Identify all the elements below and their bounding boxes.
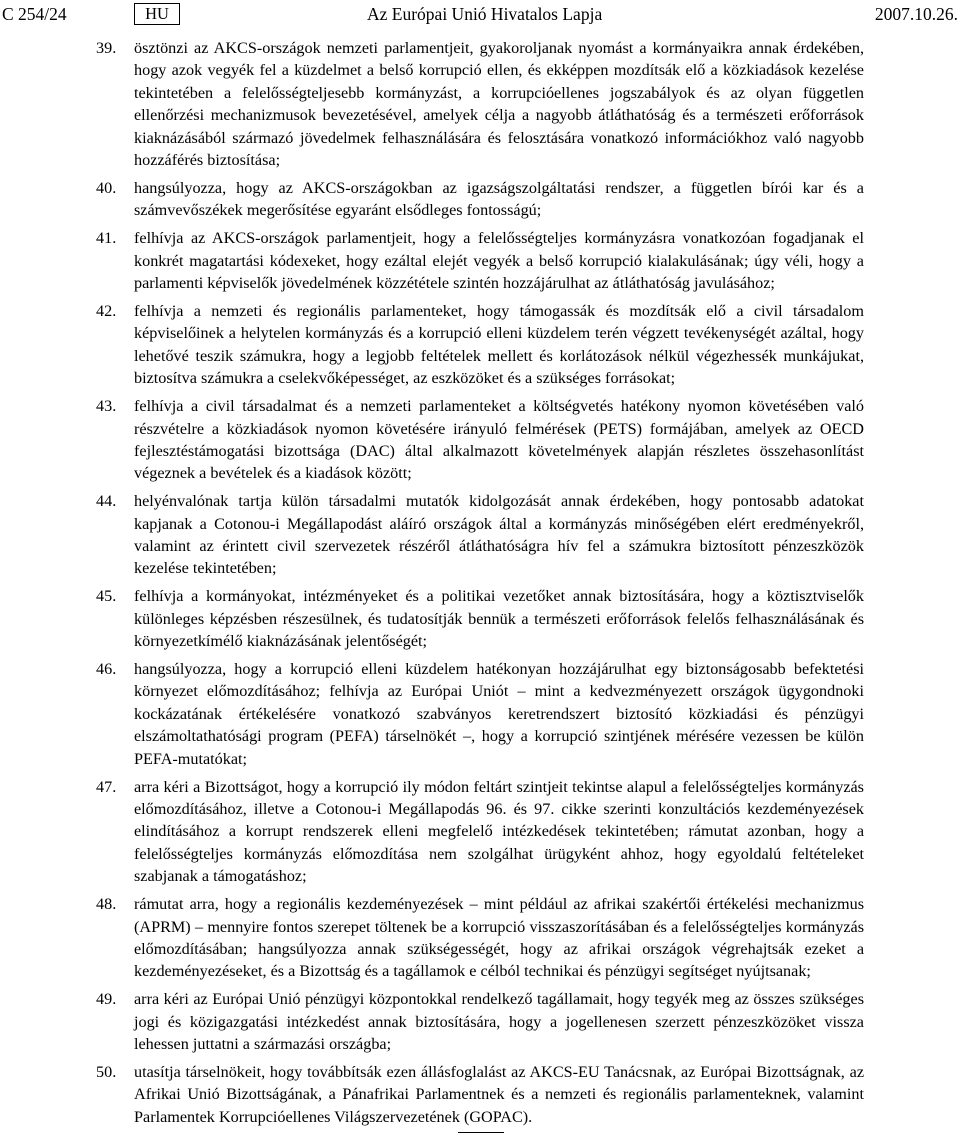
paragraph-number: 46. bbox=[96, 660, 117, 679]
paragraph-text: felhívja a kormányokat, intézményeket és a politikai vezetőket annak biztosítására, hogy a köztisztviselők különleges képzésben részesülnek, és tudatosítják bennük a természeti erőforrások felelős felhasználásának és környezetkímélő kiaknázásának jelentőségét; bbox=[134, 587, 864, 651]
paragraph-number: 44. bbox=[96, 492, 117, 511]
paragraph-number: 43. bbox=[96, 397, 117, 416]
paragraph-48 bbox=[0, 893, 960, 983]
document-reference: C 254/24 bbox=[2, 4, 67, 24]
paragraph-number: 42. bbox=[96, 301, 117, 320]
paragraph-text: arra kéri a Bizottságot, hogy a korrupció ily módon feltárt szintjeit tekintse alapul a felelősségteljes kormányzás előmozdításához, illetve a Cotonou-i Megállapodás 96. és 97. cikke szerinti konzultációs kezdeményezések elindításához a korrupt rendszerek elleni megfelelő intézkedések tekintetében; rámutat azonban, hogy a felelősségteljes kormányzás előmozdítása nem szolgálhat ürügyként ahhoz, hogy egyoldalú feltételeket szabjanak a támogatáshoz; bbox=[134, 777, 864, 886]
paragraph-number: 39. bbox=[96, 39, 117, 57]
paragraph-text: hangsúlyozza, hogy a korrupció elleni küzdelem hatékonyan hozzájárulhat egy biztonságosabb befektetési környezet előmozdításához; felhívja az Európai Uniót – mint a kedvezményezett országok ügygondnoki kockázatának értékelésére vonatkozó szabványos keretrendszert biztosító közkiadási és pénzügyi elszámoltathatósági program (PEFA) társelnökét –, hogy a korrupció szintjének mérésére vezessen be külön PEFA-mutatókat; bbox=[134, 660, 864, 768]
language-code-badge: HU bbox=[134, 3, 180, 25]
paragraph-45 bbox=[0, 585, 960, 652]
paragraph-text: utasítja társelnökeit, hogy továbbítsák ezen állásfoglalást az AKCS-EU Tanácsnak, az Európai Bizottságnak, az Afrikai Unió Bizottságának, a Pánafrikai Parlamentnek és a nemzeti és regionális parlamenteknek, valamint Parlamentek Korrupcióellenes Világszervezetének (GOPAC). bbox=[134, 1062, 864, 1126]
paragraph-49 bbox=[0, 988, 960, 1055]
paragraph-39 bbox=[0, 37, 960, 171]
paragraph-text: felhívja az AKCS-országok parlamentjeit, hogy a felelősségteljes kormányzásra vonatkozóan fogadjanak el konkrét magatartási kódexeket, hogy ezáltal elejét vegyék a belső korrupció kialakulásának; úgy véli, hogy a parlamenti képviselők jövedelmének közzététele szintén hozzájárulhat az átláthatóság javulásához; bbox=[134, 229, 864, 293]
paragraph-text: ösztönzi az AKCS-országok nemzeti parlamentjeit, gyakoroljanak nyomást a kormányaikra annak érdekében, hogy azok vegyék fel a küzdelmet a belső korrupció ellen, és ekképpen mozdítsák elő a közkiadások kezelése tekintetében a felelősségteljesebb kormányzást, a korrupcióellenes jogszabályok és az olyan független ellenőrzési mechanizmusok bevezetésével, amelyek célja a nagyobb átláthatóság és a természeti erőforrások kiaknázásából származó jövedelmek felhasználására és felosztására vonatkozó információkhoz való nagyobb hozzáférés biztosítása; bbox=[134, 39, 864, 170]
paragraph-number: 40. bbox=[96, 178, 117, 197]
journal-title: Az Európai Unió Hivatalos Lapja bbox=[367, 4, 603, 24]
paragraph-number: 50. bbox=[96, 1062, 117, 1081]
publication-date: 2007.10.26. bbox=[874, 4, 958, 24]
paragraph-46 bbox=[0, 658, 960, 770]
paragraph-text: rámutat arra, hogy a regionális kezdeményezések – mint például az afrikai szakértői értékelési mechanizmus (APRM) – mennyire fontos szerepet töltenek be a korrupció visszaszorításában és a felelősségteljes kormányzás előmozdításában; hangsúlyozza annak szükségességét, hogy az afrikai országok végrehajtsák ezeket a kezdeményezéseket, és a Bizottság és a tagállamok e célból technikai és pénzügyi segítséget nyújtsanak; bbox=[134, 895, 864, 981]
paragraph-text: arra kéri az Európai Unió pénzügyi központokkal rendelkező tagállamait, hogy tegyék meg az összes szükséges jogi és közigazgatási intézkedést annak biztosítására, hogy a jogellenesen szerzett pénzeszközöket vissza lehessen juttatni a származási országba; bbox=[134, 990, 864, 1054]
paragraph-text: felhívja a civil társadalmat és a nemzeti parlamenteket a költségvetés hatékony nyomon követésében való részvételre a közkiadások nyomon követésére irányuló felmérések (PETS) formájában, amelyek az OECD fejlesztéstámogatási bizottsága (DAC) által alkalmazott követelmények alapján részletes összehasonlítást végeznek a bevételek és a kiadások között; bbox=[134, 397, 864, 483]
end-of-document-rule bbox=[458, 1132, 504, 1133]
paragraph-number: 48. bbox=[96, 895, 117, 914]
paragraph-43 bbox=[0, 395, 960, 485]
document-body bbox=[0, 37, 960, 1134]
page-header bbox=[0, 0, 960, 34]
paragraph-text: helyénvalónak tartja külön társadalmi mutatók kidolgozását annak érdekében, hogy pontosabb adatokat kapjanak a Cotonou-i Megállapodást aláíró országok által a kormányzás minőségében elért eredményekről, valamint az érintett civil szervezetek részéről átláthatóságra hív fel a számukra biztosított pénzeszközök kezelése tekintetében; bbox=[134, 492, 864, 578]
paragraph-41 bbox=[0, 227, 960, 294]
paragraph-text: felhívja a nemzeti és regionális parlamenteket, hogy támogassák és mozdítsák elő a civil társadalom képviselőinek a helytelen kormányzás és a korrupció elleni küzdelem terén végzett tevékenységét azáltal, hogy lehetővé teszik számukra, hogy a legjobb feltételek mellett és korlátozások nélkül végezhessék munkájukat, biztosítva számukra a cselekvőképességet, az eszközöket és a szükséges forrásokat; bbox=[134, 301, 864, 388]
paragraph-44 bbox=[0, 490, 960, 580]
paragraph-number: 41. bbox=[96, 229, 117, 248]
paragraph-number: 45. bbox=[96, 587, 117, 606]
paragraph-40 bbox=[0, 177, 960, 222]
paragraph-47 bbox=[0, 776, 960, 888]
paragraph-42 bbox=[0, 300, 960, 390]
paragraph-number: 47. bbox=[96, 777, 117, 796]
paragraph-50 bbox=[0, 1061, 960, 1128]
paragraph-number: 49. bbox=[96, 990, 117, 1009]
paragraph-text: hangsúlyozza, hogy az AKCS-országokban az igazságszolgáltatási rendszer, a független bírói kar és a számvevőszékek megerősítése egyaránt elsődleges fontosságú; bbox=[134, 178, 864, 220]
